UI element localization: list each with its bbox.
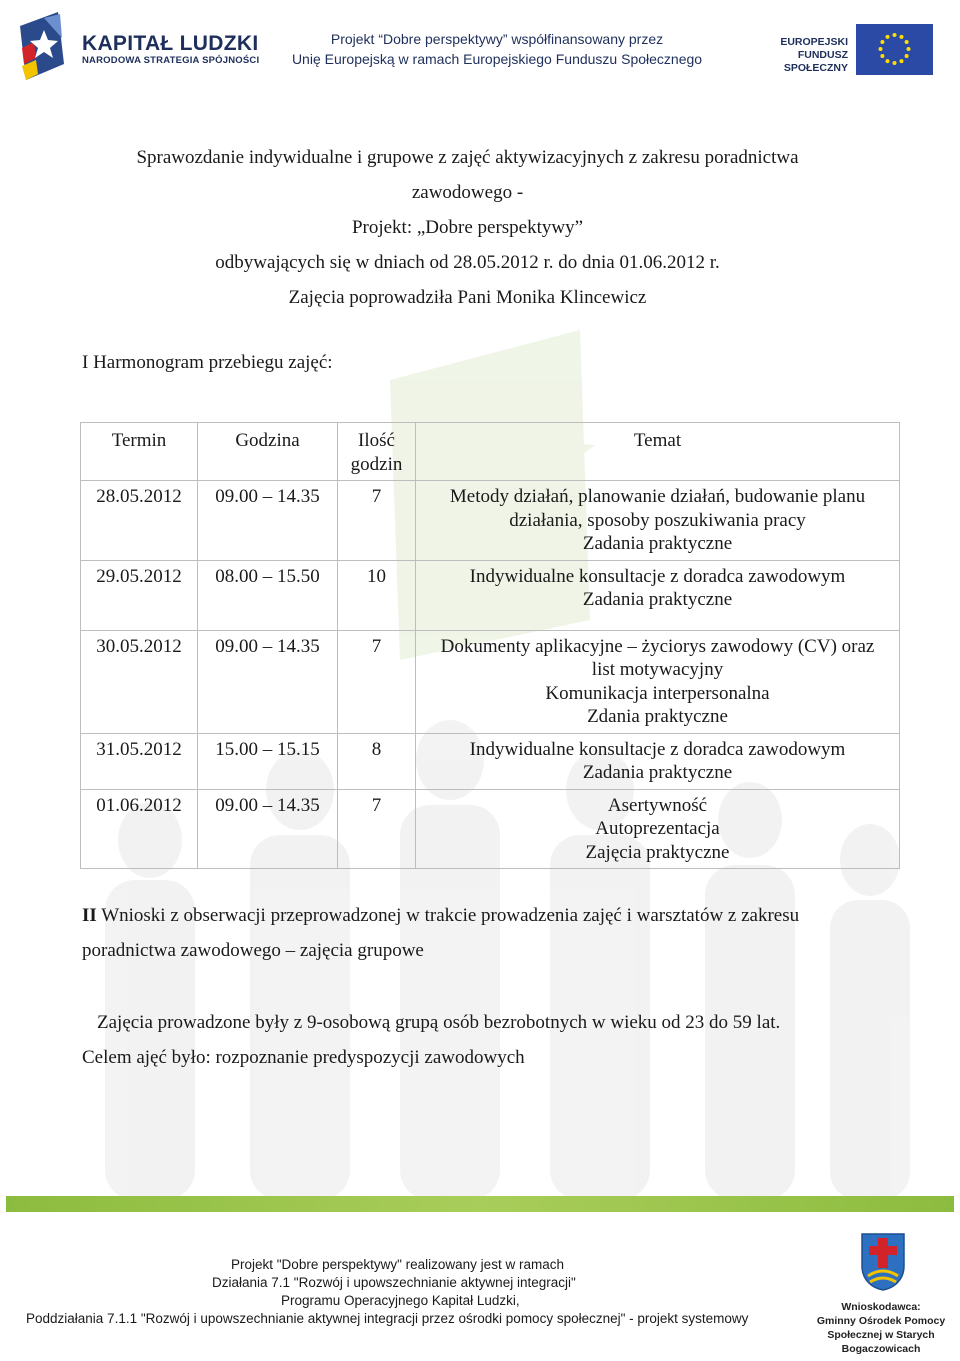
table-row (81, 481, 900, 561)
time-cell: 15.00 – 15.15 (198, 733, 338, 789)
page-header (0, 0, 960, 95)
table-header-row (81, 423, 900, 481)
conclusion-paragraph (82, 1005, 882, 1075)
table-row (81, 630, 900, 733)
topic-line: Dokumenty aplikacyjne – życiorys zawodowy (CV) oraz (440, 635, 875, 657)
footer-divider-bar (6, 1196, 954, 1212)
title-line1: Sprawozdanie indywidualne i grupowe z zajęć aktywizacyjnych z zakresu poradnictwa (136, 147, 799, 168)
date-cell: 29.05.2012 (81, 560, 198, 630)
topic-line: Zadania praktyczne (582, 762, 733, 783)
topic-line: Asertywność (607, 794, 708, 816)
title-line5: Zajęcia poprowadziła Pani Monika Klincewicz (288, 287, 647, 308)
kapital-ludzki-logo (14, 8, 80, 84)
hours-cell: 10 (338, 560, 416, 630)
topic-cell (416, 630, 900, 733)
footer-line4: Poddziałania 7.1.1 "Rozwój i upowszechnianie aktywnej integracji przez ośrodki pomocy społecznej" - projekt systemowy (26, 1311, 749, 1326)
hours-cell: 7 (338, 481, 416, 561)
topic-line: działania, sposoby poszukiwania pracy (509, 509, 806, 531)
topic-line: Zdania praktyczne (587, 706, 728, 727)
title-line3: Projekt: „Dobre perspektywy” (351, 217, 584, 238)
applicant-line3: Bogaczowicach (841, 1343, 921, 1355)
footer-line1: Projekt "Dobre perspektywy" realizowany jest w ramach (231, 1257, 564, 1272)
report-title (80, 140, 855, 315)
topic-line: Autoprezentacja (595, 818, 720, 839)
title-line4: odbywających się w dniach od 28.05.2012 r. do dnia 01.06.2012 r. (215, 252, 720, 273)
applicant-label: Wnioskodawca: (841, 1301, 921, 1313)
column-header: Termin (81, 423, 198, 481)
efs-label (738, 36, 848, 75)
date-cell: 01.06.2012 (81, 789, 198, 869)
table-row (81, 560, 900, 630)
applicant-info (806, 1300, 956, 1356)
footer-line3: Programu Operacyjnego Kapitał Ludzki, (281, 1293, 520, 1308)
section-heading-text: Wnioski z obserwacji przeprowadzonej w trakcie prowadzenia zajęć i warsztatów z zakresu poradnictwa zawodowego – zajęcia grupowe (82, 905, 800, 961)
title-line2: zawodowego - (411, 182, 524, 203)
topic-line: Indywidualne konsultacje z doradca zawodowym (469, 738, 846, 760)
footer-line2: Działania 7.1 "Rozwój i upowszechnianie aktywnej integracji" (212, 1275, 576, 1290)
date-cell: 30.05.2012 (81, 630, 198, 733)
topic-cell (416, 733, 900, 789)
efs-label-line1: EUROPEJSKI (780, 36, 848, 48)
topic-line: Metody działań, planowanie działań, budowanie planu (449, 486, 866, 507)
hours-cell: 7 (338, 630, 416, 733)
section-heading-schedule: I Harmonogram przebiegu zajęć: (82, 352, 333, 373)
topic-line: Zajęcia praktyczne (585, 841, 730, 863)
topic-cell (416, 560, 900, 630)
section-heading-conclusions (82, 898, 872, 968)
project-header-line2: Unię Europejską w ramach Europejskiego Funduszu Społecznego (291, 51, 703, 67)
hours-cell: 7 (338, 789, 416, 869)
project-header-line1: Projekt “Dobre perspektywy” współfinansowany przez (330, 31, 664, 47)
topic-line: list motywacyjny (591, 659, 724, 680)
time-cell: 09.00 – 14.35 (198, 481, 338, 561)
brand-title: KAPITAŁ LUDZKI (82, 32, 259, 55)
topic-line: Komunikacja interpersonalna (545, 682, 770, 704)
topic-cell (416, 481, 900, 561)
time-cell: 09.00 – 14.35 (198, 630, 338, 733)
topic-line: Zadania praktyczne (582, 533, 733, 554)
conclusion-line1: Zajęcia prowadzone były z 9-osobową grupą osób bezrobotnych w wieku od 23 do 59 lat. (97, 1012, 781, 1033)
applicant-line2: Społecznej w Starych (827, 1329, 935, 1341)
conclusion-line2: Celem ajęć było: rozpoznanie predyspozycji zawodowych (82, 1047, 525, 1068)
eu-flag-icon (856, 24, 933, 75)
table-row (81, 733, 900, 789)
time-cell: 08.00 – 15.50 (198, 560, 338, 630)
time-cell: 09.00 – 14.35 (198, 789, 338, 869)
date-cell: 31.05.2012 (81, 733, 198, 789)
brand-subtitle: NARODOWA STRATEGIA SPÓJNOŚCI (82, 55, 260, 66)
applicant-line1: Gminny Ośrodek Pomocy (816, 1315, 946, 1327)
topic-line: Zadania praktyczne (582, 589, 733, 610)
efs-label-line2: FUNDUSZ SPOŁECZNY (783, 49, 848, 74)
schedule-table (80, 422, 900, 869)
hours-cell: 8 (338, 733, 416, 789)
column-header: Ilość godzin (338, 423, 416, 481)
topic-cell (416, 789, 900, 869)
municipal-coat-of-arms-icon (860, 1232, 906, 1292)
column-header: Temat (416, 423, 900, 481)
project-header (277, 29, 717, 69)
topic-line: Indywidualne konsultacje z doradca zawodowym (469, 565, 846, 587)
section-numeral: II (82, 905, 97, 926)
table-row (81, 789, 900, 869)
column-header: Godzina (198, 423, 338, 481)
date-cell: 28.05.2012 (81, 481, 198, 561)
